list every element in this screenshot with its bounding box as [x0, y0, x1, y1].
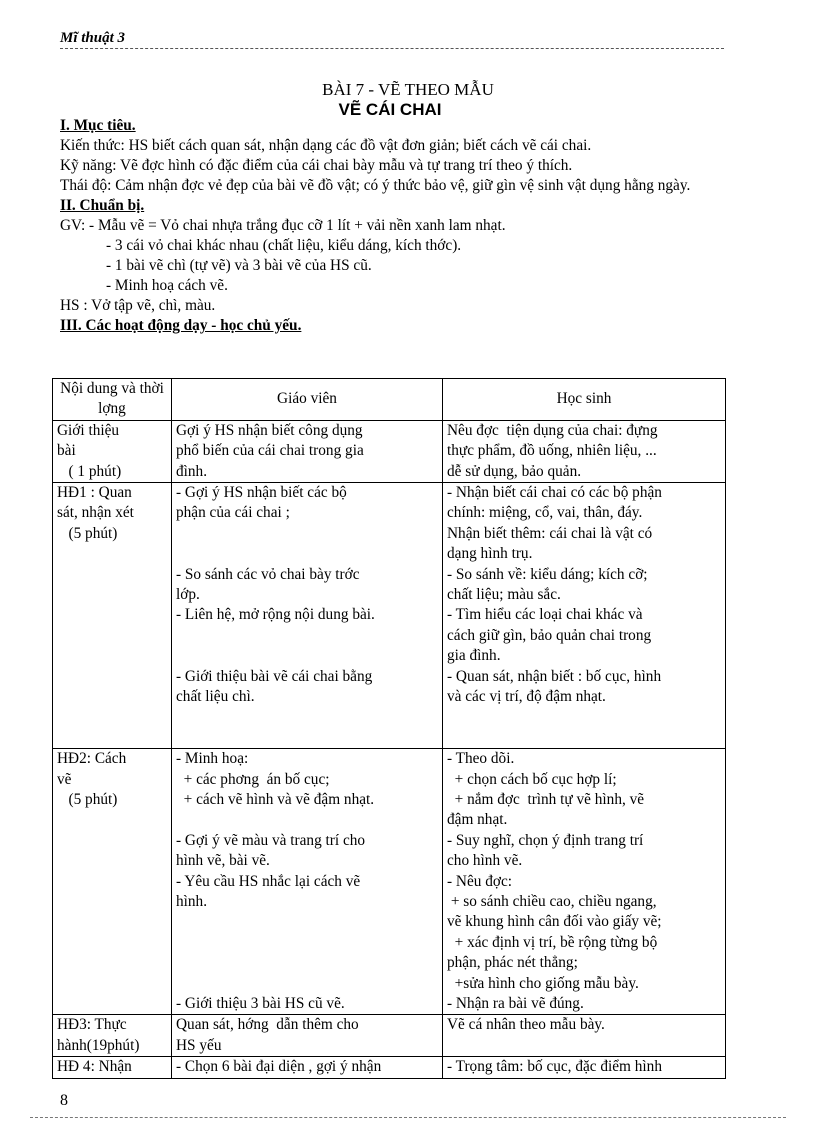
cell-line: ( 1 phút)	[57, 462, 122, 480]
bottom-rule	[30, 1117, 786, 1118]
cell-line: sát, nhận xét	[57, 504, 134, 522]
cell-line	[176, 974, 438, 994]
cell-line: chính: miệng, cổ, vai, thân, đáy.	[447, 504, 643, 522]
prep-gv-line: - 3 cái vỏ chai khác nhau (chất liệu, kiểu dáng, kích thớc).	[106, 237, 462, 254]
header-content-time: Nội dung và thời lợng	[53, 379, 172, 421]
cell-line: + các phơng án bố cục;	[176, 770, 330, 788]
cell-teacher	[172, 483, 443, 749]
cell-line	[57, 728, 167, 748]
cell-line: hình vẽ, bài vẽ.	[176, 852, 270, 870]
cell-line: phổ biến của cái chai trong gia	[176, 442, 364, 460]
objective-attitude: Thái độ: Cảm nhận đợc vẻ đẹp của bài vẽ đồ vật; có ý thức bảo vệ, giữ gìn vệ sinh vật dụng hằng ngày.	[60, 177, 691, 194]
page-number: 8	[60, 1092, 68, 1109]
cell-line	[176, 933, 438, 953]
cell-student	[443, 749, 726, 1015]
cell-line	[57, 626, 167, 646]
cell-teacher	[172, 749, 443, 1015]
cell-line	[176, 524, 438, 544]
cell-line: +sửa hình cho giống mẫu bày.	[447, 974, 639, 992]
cell-line: thực phẩm, đồ uống, nhiên liệu, ...	[447, 442, 657, 460]
cell-line: hành(19phút)	[57, 1036, 140, 1054]
header-rule	[60, 48, 724, 49]
cell-line	[57, 707, 167, 727]
cell-line	[57, 605, 167, 625]
cell-line: + chọn cách bố cục hợp lí;	[447, 770, 617, 788]
cell-line	[57, 565, 167, 585]
lesson-number: BÀI 7 - VẼ THEO MẪU	[322, 80, 494, 99]
cell-line: HS yếu	[176, 1036, 222, 1054]
cell-line: - Trọng tâm: bố cục, đặc điểm hình	[447, 1058, 662, 1076]
cell-line: HĐ3: Thực	[57, 1016, 127, 1034]
cell-line: - So sánh các vỏ chai bày trớc	[176, 565, 360, 583]
cell-content-time	[53, 749, 172, 1015]
cell-line: Quan sát, hớng dẫn thêm cho	[176, 1016, 359, 1034]
cell-line	[176, 810, 438, 830]
cell-line	[57, 667, 167, 687]
cell-line: cho hình vẽ.	[447, 852, 523, 870]
cell-line: vẽ khung hình cân đối vào giấy vẽ;	[447, 913, 662, 931]
cell-teacher	[172, 420, 443, 482]
cell-line: HĐ2: Cách	[57, 750, 127, 768]
cell-line	[57, 585, 167, 605]
cell-teacher	[172, 1057, 443, 1078]
cell-line	[176, 626, 438, 646]
cell-line	[57, 646, 167, 666]
cell-line: và các vị trí, độ đậm nhạt.	[447, 688, 606, 706]
cell-line: (5 phút)	[57, 524, 118, 542]
objective-skill: Kỹ năng: Vẽ đợc hình có đặc điểm của cái chai bày mẫu và tự trang trí theo ý thích.	[60, 157, 573, 174]
cell-line: Nêu đợc tiện dụng của chai: đựng	[447, 421, 658, 439]
cell-line: đậm nhạt.	[447, 811, 508, 829]
activities-table	[52, 378, 726, 1079]
cell-line: chất liệu; màu sắc.	[447, 586, 561, 604]
table-row	[53, 420, 726, 482]
cell-line	[176, 544, 438, 564]
cell-student	[443, 1057, 726, 1078]
cell-line	[57, 687, 167, 707]
cell-line: - Gợi ý HS nhận biết các bộ	[176, 484, 347, 502]
cell-line: - Liên hệ, mở rộng nội dung bài.	[176, 606, 375, 624]
cell-line: - Nhận biết cái chai có các bộ phận	[447, 484, 662, 502]
table-header-row	[53, 379, 726, 421]
objective-knowledge: Kiến thức: HS biết cách quan sát, nhận dạng các đồ vật đơn giản; biết cách vẽ cái chai.	[60, 137, 592, 154]
cell-line: Nhận biết thêm: cái chai là vật có	[447, 524, 653, 542]
cell-student	[443, 1015, 726, 1057]
cell-line: + so sánh chiều cao, chiều ngang,	[447, 893, 657, 910]
cell-line: - Giới thiệu 3 bài HS cũ vẽ.	[176, 994, 345, 1012]
cell-line: dễ sử dụng, bảo quản.	[447, 462, 582, 480]
cell-line: - Nhận ra bài vẽ đúng.	[447, 995, 584, 1013]
table-row	[53, 483, 726, 749]
cell-line: HĐ1 : Quan	[57, 484, 132, 502]
cell-content-time	[53, 1057, 172, 1078]
cell-student	[443, 420, 726, 482]
cell-line: phận, phác nét thẳng;	[447, 954, 578, 972]
cell-line: (5 phút)	[57, 790, 118, 808]
cell-line: dạng hình trụ.	[447, 545, 533, 563]
cell-line: HĐ 4: Nhận	[57, 1058, 132, 1076]
cell-line: - Tìm hiểu các loại chai khác và	[447, 606, 643, 624]
cell-line: vẽ	[57, 770, 72, 788]
cell-line: - Quan sát, nhận biết : bố cục, hình	[447, 667, 662, 685]
prep-gv-line: - Minh hoạ cách vẽ.	[106, 277, 228, 294]
cell-line: cách giữ gìn, bảo quản chai trong	[447, 626, 652, 644]
table-row	[53, 1015, 726, 1057]
header-title: Mĩ thuật 3	[60, 30, 126, 46]
cell-line	[176, 912, 438, 932]
section-heading-preparation: II. Chuẩn bị.	[60, 197, 145, 214]
cell-line	[57, 544, 167, 564]
table-row	[53, 749, 726, 1015]
cell-line: đình.	[176, 462, 208, 480]
cell-line: - Minh hoạ:	[176, 750, 249, 768]
cell-line: - Yêu cầu HS nhắc lại cách vẽ	[176, 872, 361, 890]
section-heading-activities: III. Các hoạt động dạy - học chủ yếu.	[60, 317, 302, 334]
cell-line: - Theo dõi.	[447, 750, 515, 768]
header-student: Học sinh	[443, 379, 726, 421]
cell-line: lớp.	[176, 586, 200, 604]
cell-line	[176, 646, 438, 666]
cell-line: - Gợi ý vẽ màu và trang trí cho	[176, 831, 366, 849]
cell-line: Giới thiệu	[57, 421, 120, 439]
cell-line: hình.	[176, 892, 208, 910]
cell-line: phận của cái chai ;	[176, 504, 290, 522]
cell-line	[176, 953, 438, 973]
cell-line: Gợi ý HS nhận biết công dụng	[176, 421, 363, 439]
cell-line: - Suy nghĩ, chọn ý định trang trí	[447, 831, 644, 849]
cell-line: - Chọn 6 bài đại diện , gợi ý nhận	[176, 1058, 382, 1076]
cell-content-time	[53, 1015, 172, 1057]
cell-line: Vẽ cá nhân theo mẫu bày.	[447, 1016, 605, 1034]
cell-teacher	[172, 1015, 443, 1057]
cell-line: bài	[57, 442, 76, 460]
cell-line: + xác định vị trí, bề rộng từng bộ	[447, 933, 658, 951]
cell-line: - Nêu đợc:	[447, 872, 513, 890]
cell-line: gia đình.	[447, 647, 501, 665]
table-row	[53, 1057, 726, 1078]
cell-content-time	[53, 483, 172, 749]
cell-line: - Giới thiệu bài vẽ cái chai bằng	[176, 667, 373, 685]
prep-gv-line: - 1 bài vẽ chì (tự vẽ) và 3 bài vẽ của HS cũ.	[106, 257, 372, 274]
cell-line: chất liệu chì.	[176, 688, 255, 706]
header-teacher: Giáo viên	[172, 379, 443, 421]
prep-hs-line: HS : Vở tập vẽ, chì, màu.	[60, 297, 216, 314]
lesson-title: VẼ CÁI CHAI	[338, 100, 442, 119]
cell-line: - So sánh về: kiểu dáng; kích cỡ;	[447, 565, 648, 583]
cell-line: + cách vẽ hình và vẽ đậm nhạt.	[176, 790, 375, 808]
section-heading-objectives: I. Mục tiêu.	[60, 117, 136, 134]
cell-line: + nắm đợc trình tự vẽ hình, vẽ	[447, 790, 645, 808]
cell-content-time	[53, 420, 172, 482]
objectives-section	[60, 116, 722, 336]
prep-gv-line: GV: - Mẫu vẽ = Vỏ chai nhựa trắng đục cỡ 1 lít + vải nền xanh lam nhạt.	[60, 217, 506, 234]
cell-student	[443, 483, 726, 749]
